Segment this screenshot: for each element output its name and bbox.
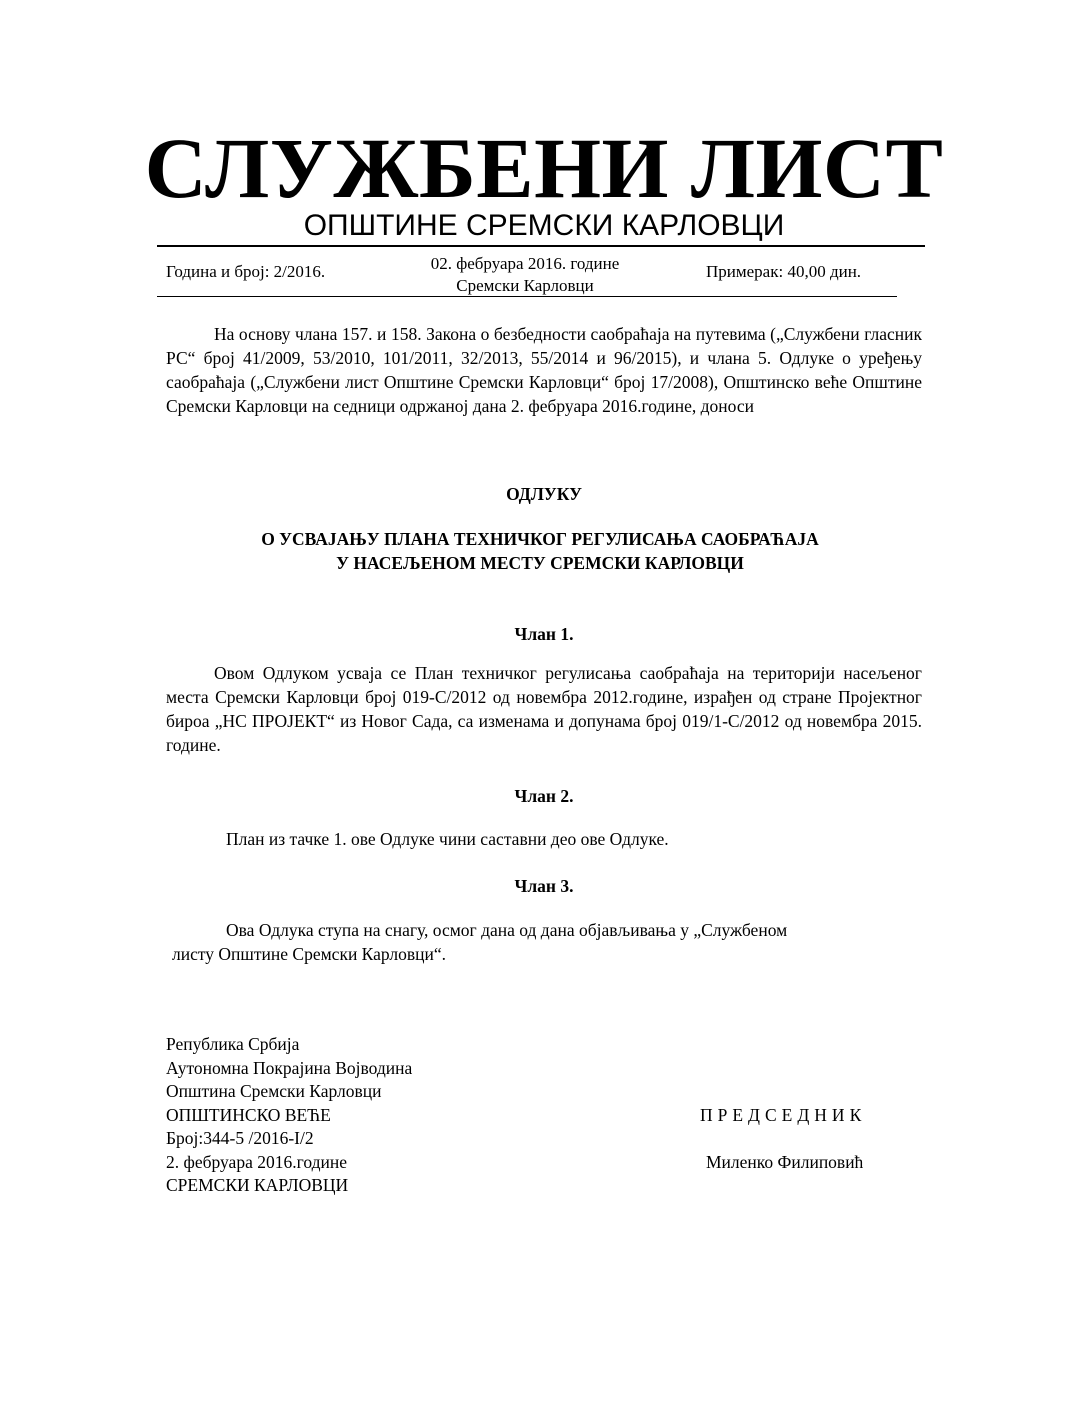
header-rule-top (157, 245, 925, 247)
article-3-text-line1: Ова Одлука ступа на снагу, осмог дана од дана објављивања у „Службеном (226, 920, 788, 940)
signature-title: ПРЕДСЕДНИК (700, 1105, 867, 1125)
signature-name: Миленко Филиповић (706, 1152, 864, 1172)
article-3-title: Члан 3. (514, 876, 574, 896)
issue-price: Примерак: 40,00 дин. (706, 262, 862, 281)
issuer-line: Општина Сремски Карловци (166, 1081, 382, 1101)
issuer-line: СРЕМСКИ КАРЛОВЦИ (166, 1175, 349, 1195)
article-3-body (166, 918, 886, 966)
article-2-title: Члан 2. (514, 786, 574, 806)
article-1-text: Овом Одлуком усваја се План техничког регулисања саобраћаја на територији насељеног места Сремски Карловци број 019-С/2012 од новембра 2012.године, израђен од стране Пројектног бироа „НС ПРОЈЕКТ“ из Новог Сада, са изменама и допунама број 019/1-С/2012 од новембра 2015. године. (166, 663, 922, 755)
article-1-title: Члан 1. (514, 624, 574, 644)
issuer-line: ОПШТИНСКО ВЕЋЕ (166, 1104, 331, 1125)
issuer-line: 2. фебруара 2016.године (166, 1151, 347, 1172)
issuer-line: Аутономна Покрајина Војводина (166, 1057, 413, 1078)
article-3-text-line2: листу Општине Сремски Карловци“. (172, 944, 447, 964)
issue-number: Година и број: 2/2016. (166, 262, 326, 281)
issuer-line: Број:344-5 /2016-I/2 (166, 1128, 314, 1148)
preamble (166, 322, 922, 418)
masthead-title: СЛУЖБЕНИ ЛИСТ (144, 120, 944, 216)
masthead-subtitle: ОПШТИНЕ СРЕМСКИ КАРЛОВЦИ (303, 209, 785, 242)
decision-subject (200, 527, 880, 575)
issue-place: Сремски Карловци (456, 276, 594, 295)
issue-date-place (380, 253, 670, 297)
article-2-text: План из тачке 1. ове Одлуке чини саставни део ове Одлуке. (226, 829, 669, 849)
decision-subject-line1: О УСВАЈАЊУ ПЛАНА ТЕХНИЧКОГ РЕГУЛИСАЊА САОБРАЋАЈА (261, 529, 819, 549)
article-1-body (166, 661, 922, 757)
issue-date: 02. фебруара 2016. године (430, 254, 620, 273)
decision-subject-line2: У НАСЕЉЕНОМ МЕСТУ СРЕМСКИ КАРЛОВЦИ (336, 553, 744, 573)
preamble-text: На основу члана 157. и 158. Закона о безбедности саобраћаја на путевима („Службени гласник РС“ број 41/2009, 53/2010, 101/2011, 32/2013, 55/2014 и 96/2015), и члана 5. Одлуке о уређењу саобраћаја („Службени лист Општине Сремски Карловци“ број 17/2008), Општинско веће Општине Сремски Карловци на седници одржаној дана 2. фебруара 2016.године, доноси (166, 324, 922, 416)
issuer-block (166, 1033, 412, 1198)
issuer-line: Република Србија (166, 1034, 300, 1054)
header-rule-bottom (157, 296, 897, 297)
decision-heading: ОДЛУКУ (506, 484, 582, 504)
